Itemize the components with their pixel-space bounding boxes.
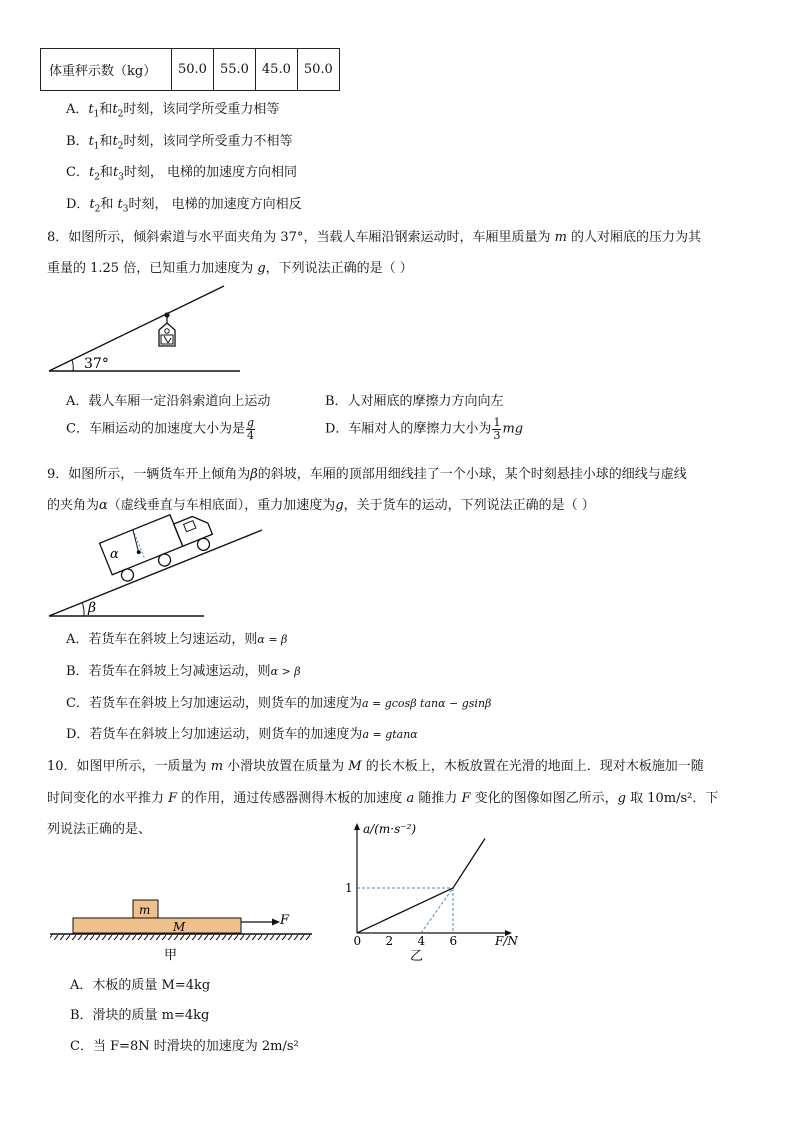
arrow-head-icon [272, 919, 280, 926]
q10-stem-line3: 列说法正确的是、 [47, 822, 152, 837]
q8-option-b: B．人对厢底的摩擦力方向向左 [325, 394, 504, 409]
series-line-dashed [421, 888, 453, 933]
q10-option-b: B．滑块的质量 m=4kg [70, 1008, 210, 1023]
y-axis-arrow-icon [354, 823, 360, 830]
table-cell: 50.0 [297, 49, 339, 91]
label-m: m [139, 903, 151, 917]
table-row [41, 49, 340, 91]
q8-option-a: A．载人车厢一定沿斜索道向上运动 [66, 394, 271, 409]
q7-option-c: C．$t_2$和$t_3$时刻， 电梯的加速度方向相同 [66, 165, 298, 183]
angle-label: 37° [84, 356, 109, 372]
q8-option-c: C．车厢运动的加速度大小为是 $\frac{g}{4}$ [66, 416, 254, 442]
q9-truck-diagram [44, 522, 269, 622]
figure-label-jia: 甲 [164, 948, 178, 963]
q10-chart [330, 822, 520, 966]
alpha-label: α [110, 547, 119, 562]
board-M [73, 918, 241, 933]
fraction: $\frac{1}{3}$ [493, 416, 501, 442]
truck-icon [100, 503, 217, 586]
beta-label: β [88, 600, 97, 616]
floor-hatch [50, 934, 312, 940]
cable-car-icon [159, 312, 175, 346]
q9-option-d: D．若货车在斜坡上匀加速运动，则货车的加速度为a = gtanα [66, 727, 418, 742]
q10-stem-line2: 时间变化的水平推力 F 的作用，通过传感器测得木板的加速度 a 随推力 F 变化的图像如图乙所示，g 取 10m/s²．下 [47, 791, 719, 806]
q8-cable-diagram [44, 280, 254, 376]
x-tick-label: 4 [417, 934, 426, 948]
y-tick-label: 1 [345, 881, 353, 895]
q7-option-d: D．$t_2$和 $t_3$时刻， 电梯的加速度方向相反 [66, 197, 302, 215]
q7-option-b: B．$t_1$和$t_2$时刻，该同学所受重力不相等 [66, 134, 293, 152]
fraction: $\frac{g}{4}$ [246, 416, 254, 442]
table-header-cell: 体重秤示数（kg） [41, 49, 172, 91]
table-cell: 55.0 [213, 49, 255, 91]
x-tick-label: 0 [353, 934, 362, 948]
q8-stem-line1: 8．如图所示，倾斜索道与水平面夹角为 37°，当载人车厢沿钢索运动时，车厢里质量为 m 的人对厢底的压力为其 [47, 230, 702, 245]
label-M: M [173, 920, 186, 934]
q8-option-d: D．车厢对人的摩擦力大小为 $\frac{1}{3}$ mg [325, 416, 524, 442]
q8-stem-line2: 重量的 1.25 倍，已知重力加速度为 g，下列说法正确的是（ ） [47, 261, 413, 276]
q9-option-c: C．若货车在斜坡上匀加速运动，则货车的加速度为a = gcosβ tanα − gsinβ [66, 696, 492, 711]
x-axis-label: F/N [495, 934, 518, 948]
q9-stem-line2: 的夹角为α（虚线垂直与车相底面），重力加速度为g，关于货车的运动，下列说法正确的是（ ） [47, 498, 595, 513]
table-cell: 50.0 [172, 49, 214, 91]
table-cell: 45.0 [255, 49, 297, 91]
weight-table [40, 48, 340, 91]
q10-stem-line1: 10．如图甲所示，一质量为 m 小滑块放置在质量为 M 的长木板上，木板放置在光滑的地面上．现对木板施加一随 [47, 759, 704, 774]
q9-stem-line1: 9．如图所示，一辆货车开上倾角为β的斜坡，车厢的顶部用细线挂了一个小球，某个时刻悬挂小球的细线与虚线 [47, 467, 687, 482]
figure-label-yi: 乙 [410, 949, 424, 964]
q7-option-a: A．$t_1$和$t_2$时刻，该同学所受重力相等 [66, 102, 280, 120]
q9-option-a: A．若货车在斜坡上匀速运动，则α = β [66, 632, 288, 647]
angle-arc [72, 360, 73, 371]
cable-line [49, 286, 224, 371]
angle-arc [82, 602, 84, 616]
label-F: F [280, 913, 290, 928]
series-line-solid [357, 839, 485, 934]
q9-option-b: B．若货车在斜坡上匀减速运动，则α > β [66, 664, 301, 679]
slope-line [49, 530, 262, 616]
y-axis-label: a/(m·s⁻²) [363, 822, 417, 836]
q10-option-c: C．当 F=8N 时滑块的加速度为 2m/s² [70, 1039, 299, 1054]
x-tick-label: 2 [385, 934, 394, 948]
q10-option-a: A．木板的质量 M=4kg [70, 978, 211, 993]
q10-block-diagram [46, 895, 318, 963]
x-tick-label: 6 [449, 934, 458, 948]
